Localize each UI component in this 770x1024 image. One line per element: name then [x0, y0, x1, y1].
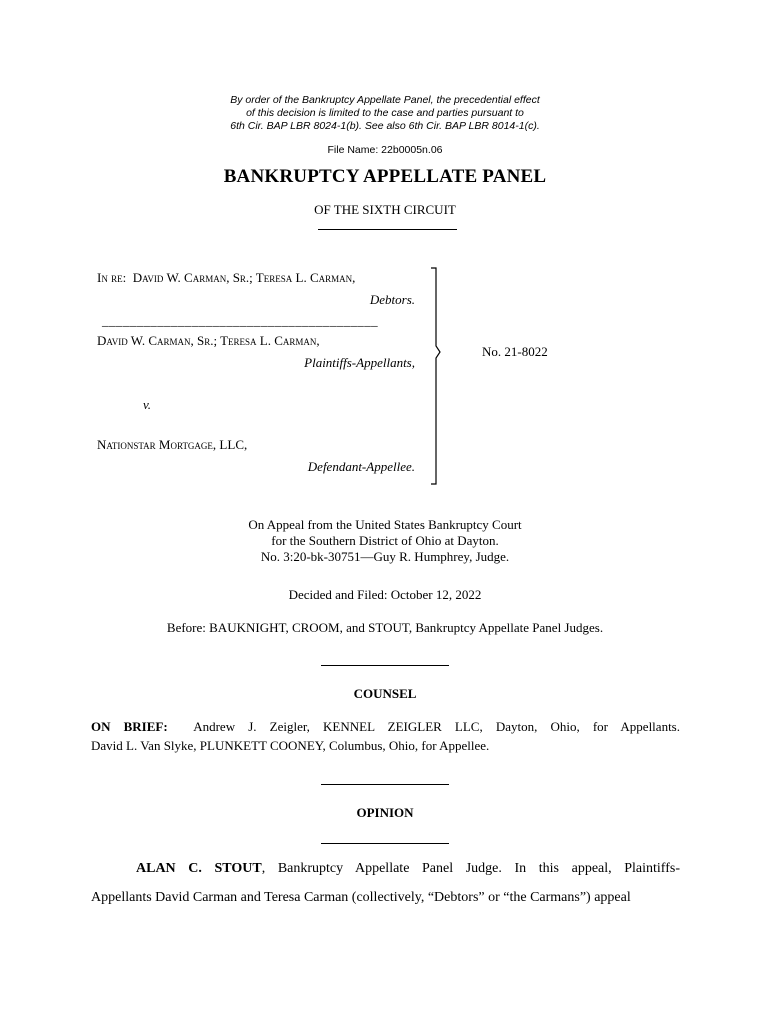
notice-line-1: By order of the Bankruptcy Appellate Panel, the precedential effect	[230, 94, 540, 106]
notice-line-2: of this decision is limited to the case and parties pursuant to	[246, 107, 524, 119]
in-re-parties: David W. Carman, Sr.; Teresa L. Carman,	[132, 270, 356, 285]
appeal-info	[0, 517, 770, 565]
before-judges: Before: BAUKNIGHT, CROOM, and STOUT, Bankruptcy Appellate Panel Judges.	[166, 620, 604, 635]
counsel-appellants: Andrew J. Zeigler, KENNEL ZEIGLER LLC, Dayton, Ohio, for Appellants.	[193, 719, 680, 734]
file-name: File Name: 22b0005n.06	[327, 144, 443, 156]
opinion-rule-top	[321, 784, 449, 785]
precedential-notice	[0, 94, 770, 133]
counsel-line-2: David L. Van Slyke, PLUNKETT COONEY, Columbus, Ohio, for Appellee.	[91, 738, 490, 753]
caption-separator: ________________________________________	[102, 313, 378, 328]
in-re-line	[97, 270, 355, 286]
opinion-line-1-rest: , Bankruptcy Appellate Panel Judge. In this appeal, Plaintiffs-	[261, 861, 680, 876]
appeal-line-1: On Appeal from the United States Bankruptcy Court	[248, 517, 522, 532]
appeal-line-2: for the Southern District of Ohio at Dayton.	[271, 533, 499, 548]
counsel-heading: COUNSEL	[353, 686, 417, 701]
opinion-heading: OPINION	[356, 805, 414, 820]
defendant-label: Defendant-Appellee.	[307, 459, 415, 474]
title-rule	[318, 229, 457, 230]
defendant-name: Nationstar Mortgage, LLC,	[97, 437, 248, 452]
opinion-line-1	[91, 860, 680, 878]
opinion-rule-bottom	[321, 843, 449, 844]
court-subtitle: OF THE SIXTH CIRCUIT	[314, 202, 456, 217]
court-title: BANKRUPTCY APPELLATE PANEL	[223, 166, 547, 187]
counsel-rule-top	[321, 665, 449, 666]
decided-filed: Decided and Filed: October 12, 2022	[288, 587, 482, 602]
opinion-line-2: Appellants David Carman and Teresa Carman (collectively, “Debtors” or “the Carmans”) appeal	[91, 890, 631, 905]
case-number: No. 21-8022	[482, 344, 548, 359]
plaintiffs-label: Plaintiffs-Appellants,	[304, 355, 415, 370]
opinion-author: ALAN C. STOUT	[136, 861, 262, 876]
versus: v.	[143, 397, 152, 412]
counsel-line-1	[91, 719, 680, 735]
in-re-prefix: In re:	[97, 270, 127, 285]
plaintiffs-names: David W. Carman, Sr.; Teresa L. Carman,	[97, 333, 320, 348]
appeal-line-3: No. 3:20-bk-30751—Guy R. Humphrey, Judge.	[260, 549, 510, 564]
notice-line-3: 6th Cir. BAP LBR 8024-1(b). See also 6th Cir. BAP LBR 8014-1(c).	[230, 120, 540, 132]
on-brief-label: ON BRIEF:	[91, 719, 168, 734]
caption-bracket	[424, 266, 444, 488]
debtors-label: Debtors.	[369, 292, 415, 307]
